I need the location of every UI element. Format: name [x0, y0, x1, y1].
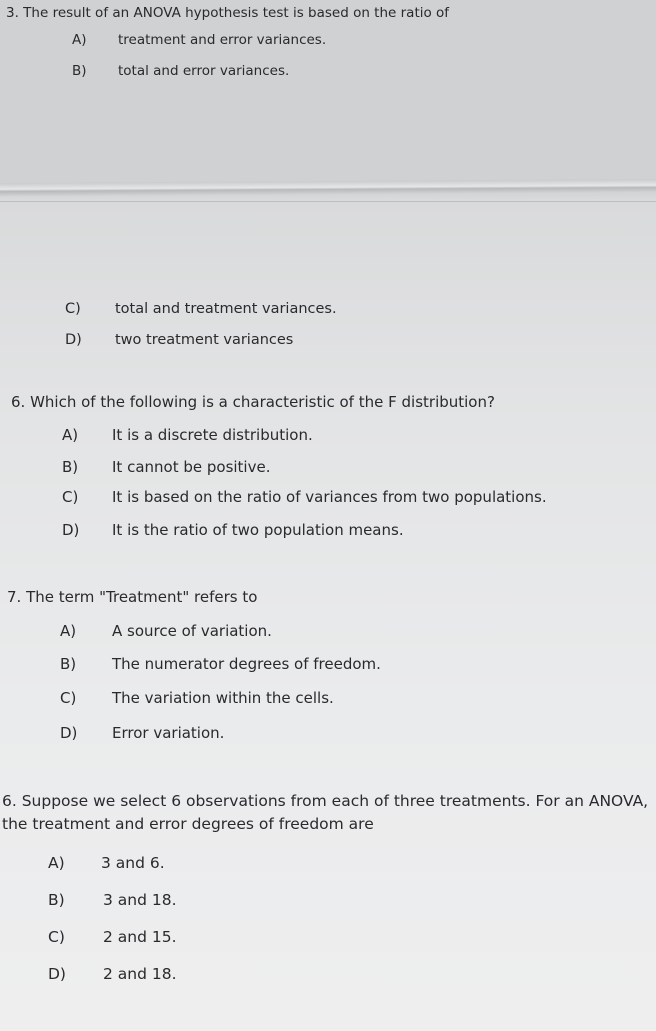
paper-fold-line — [0, 201, 656, 202]
option-text: It is the ratio of two population means. — [112, 521, 404, 539]
option-text: The numerator degrees of freedom. — [112, 655, 381, 673]
question-3-prompt: 3. The result of an ANOVA hypothesis test is based on the ratio of — [6, 5, 450, 21]
option-text: total and error variances. — [118, 63, 290, 79]
option-text: 3 and 18. — [103, 891, 177, 909]
question-6b-prompt-line2: the treatment and error degrees of freedom are — [2, 815, 374, 833]
option-letter: A) — [60, 622, 77, 640]
option-text: It is a discrete distribution. — [112, 426, 313, 444]
option-letter: A) — [72, 32, 87, 48]
option-letter: C) — [48, 928, 65, 946]
question-7-prompt: 7. The term "Treatment" refers to — [7, 588, 258, 606]
option-letter: D) — [65, 332, 82, 348]
option-letter: B) — [48, 891, 65, 909]
option-letter: B) — [60, 655, 77, 673]
option-letter: C) — [62, 488, 79, 506]
option-text: A source of variation. — [112, 622, 272, 640]
question-6-prompt: 6. Which of the following is a characteristic of the F distribution? — [11, 393, 495, 411]
option-text: total and treatment variances. — [115, 301, 337, 317]
option-letter: D) — [62, 521, 80, 539]
option-text: It cannot be positive. — [112, 458, 271, 476]
option-text: treatment and error variances. — [118, 32, 327, 48]
option-text: 3 and 6. — [101, 854, 165, 872]
paper-fold — [0, 179, 656, 197]
option-letter: D) — [60, 724, 78, 742]
option-text: The variation within the cells. — [112, 689, 334, 707]
option-letter: B) — [62, 458, 79, 476]
option-text: two treatment variances — [115, 332, 294, 348]
option-letter: A) — [62, 426, 79, 444]
option-letter: C) — [60, 689, 77, 707]
option-letter: C) — [65, 301, 81, 317]
option-letter: A) — [48, 854, 65, 872]
option-text: 2 and 18. — [103, 965, 177, 983]
option-text: Error variation. — [112, 724, 225, 742]
option-letter: B) — [72, 63, 87, 79]
question-6b-prompt-line1: 6. Suppose we select 6 observations from each of three treatments. For an ANOVA, — [2, 792, 649, 810]
option-text: It is based on the ratio of variances from two populations. — [112, 488, 547, 506]
option-letter: D) — [48, 965, 66, 983]
option-text: 2 and 15. — [103, 928, 177, 946]
